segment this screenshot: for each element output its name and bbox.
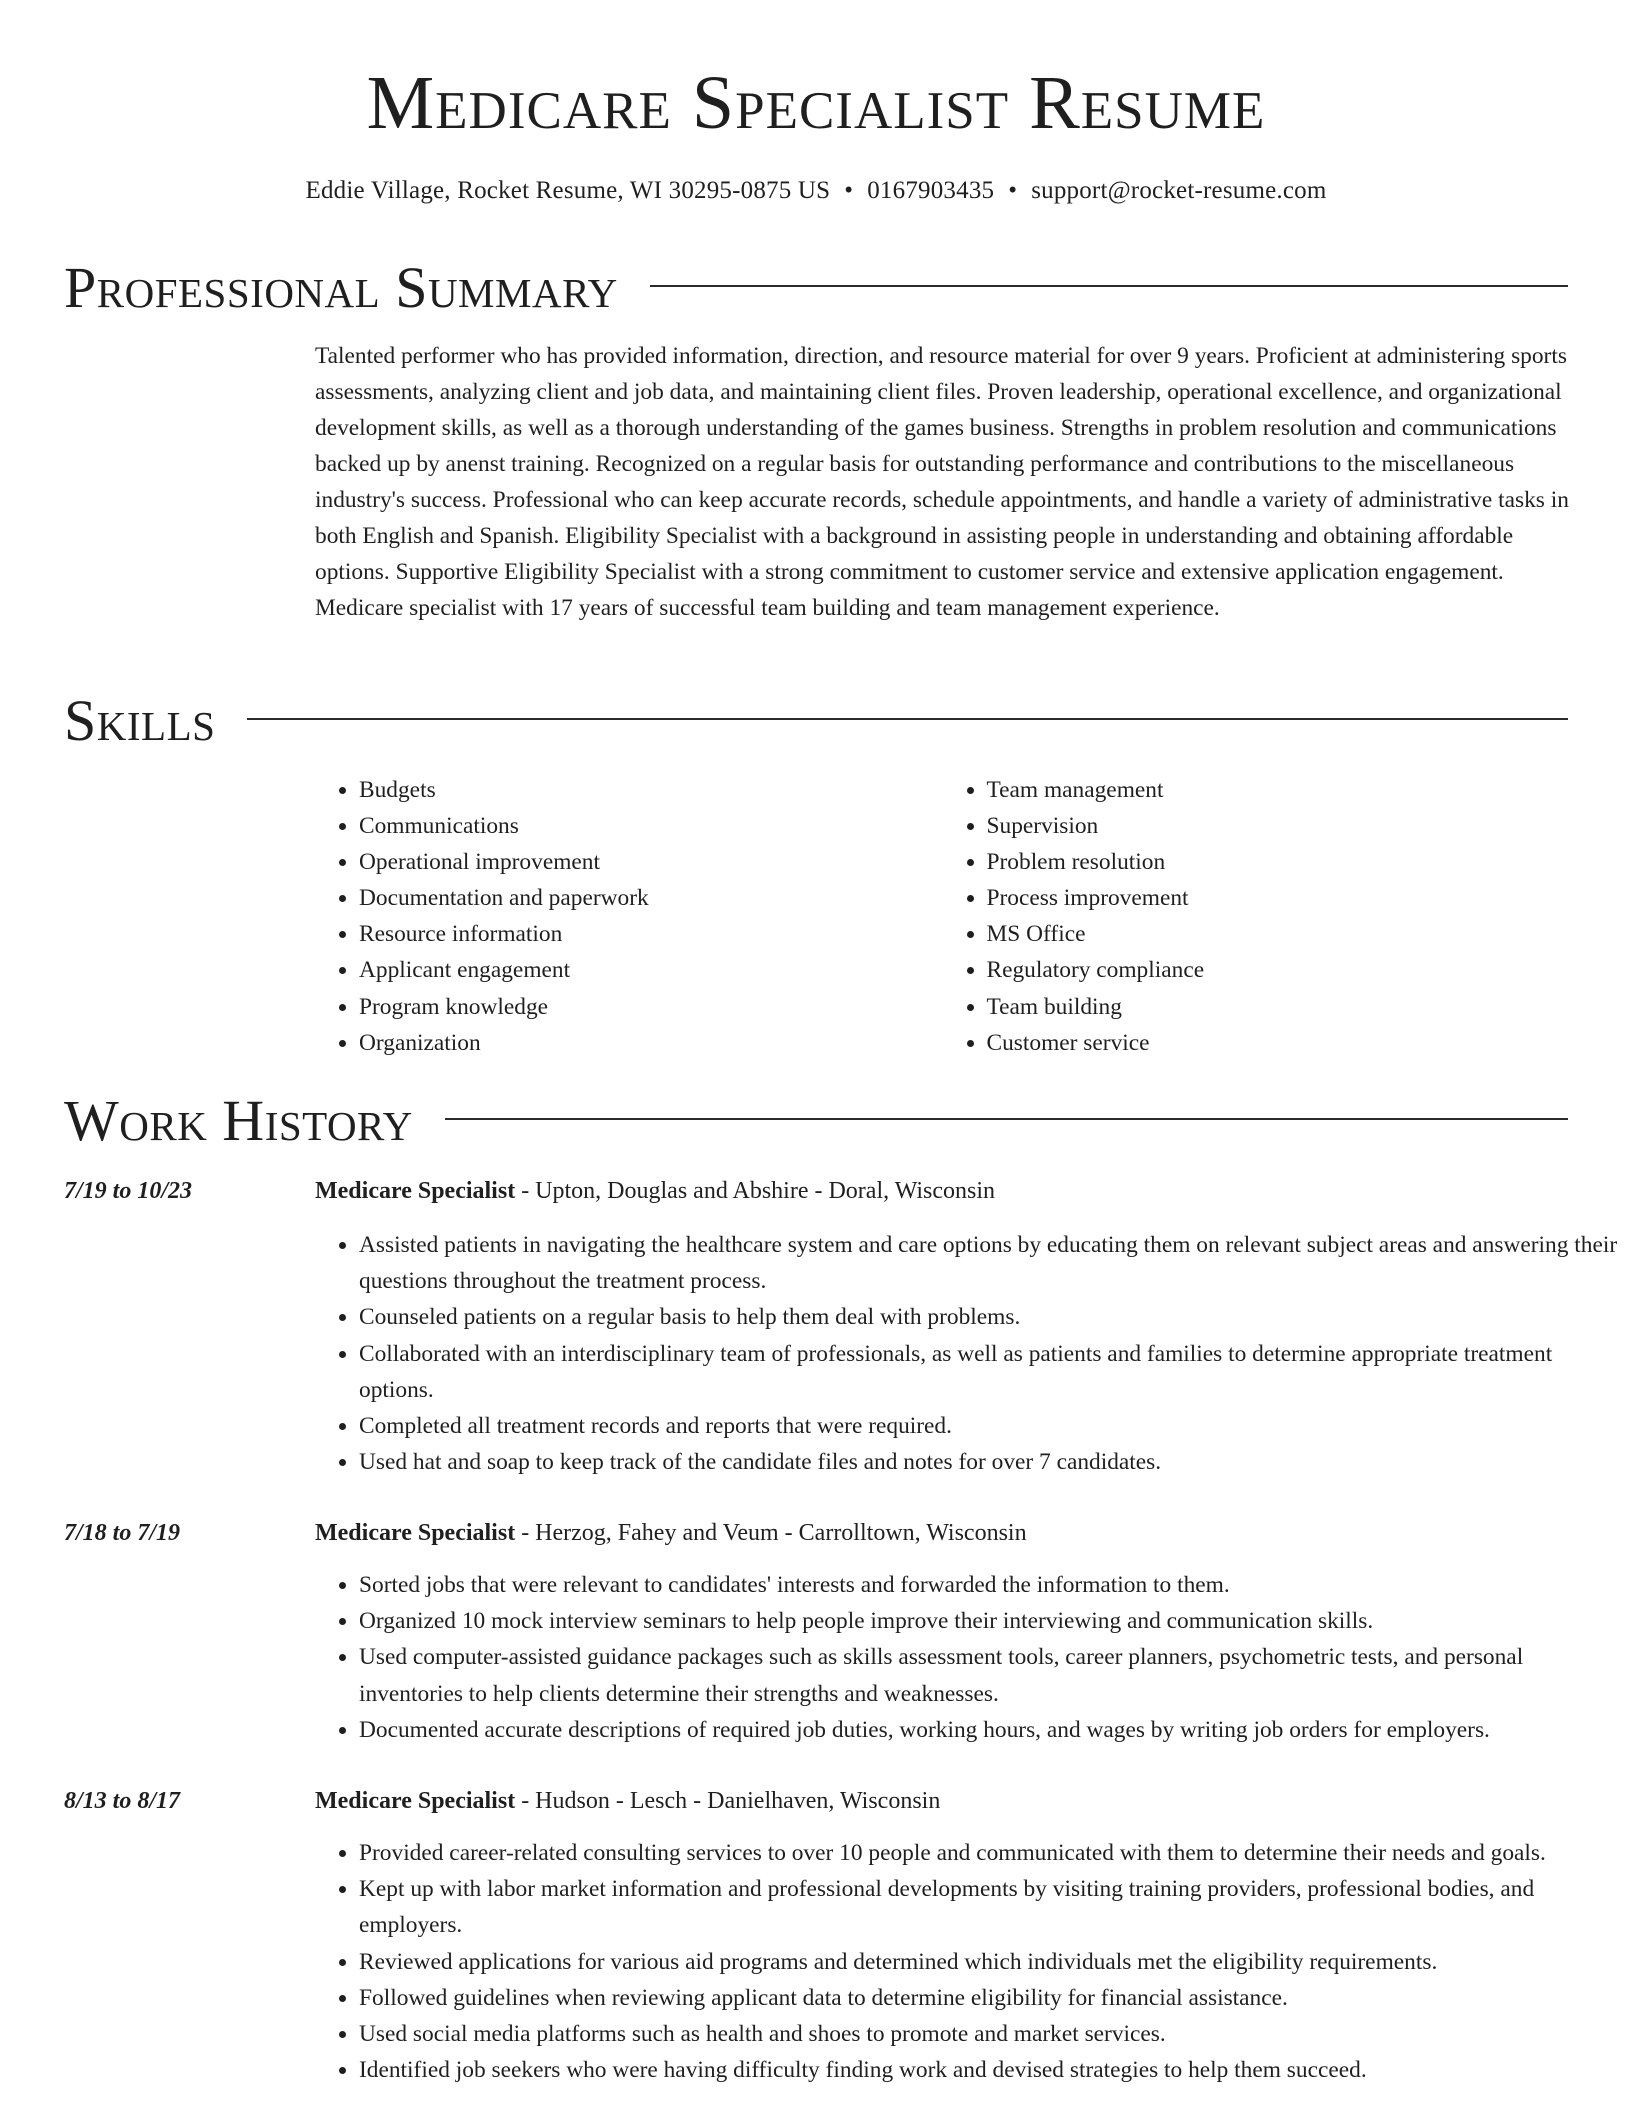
summary-text: Talented performer who has provided information, direction, and resource material for over 9 years. Proficient at administering sports assessments, analyzing client and job data, and maintaining client files. Proven leadership, operational excellence, and organizational development skills, as well as a thorough understanding of the games business. Strengths in problem resolution and communications backed up by anenst training. Recognized on a regular basis for outstanding performance and contributions to the miscellaneous industry's success. Professional who can keep accurate records, schedule appointments, and handle a variety of administrative tasks in both English and Spanish. Eligibility Specialist with a background in assisting people in understanding and obtaining affordable options. Supportive Eligibility Specialist with a strong commitment to customer service and extensive application engagement. Medicare specialist with 17 years of successful team building and team management experience. xyxy=(315,343,1569,621)
skill-item: • Resource information xyxy=(359,916,943,952)
skill-item: • Applicant engagement xyxy=(359,952,943,988)
skills-column-left xyxy=(315,772,943,1061)
skill-item: • Organization xyxy=(359,1025,943,1061)
job-heading xyxy=(315,1783,940,1819)
section-header-work xyxy=(64,1086,1568,1156)
contact-separator: • xyxy=(844,177,854,204)
job-duty: • Reviewed applications for various aid programs and determined which individuals met the eligibility requirements. xyxy=(359,1944,1621,1980)
resume-title: Medicare Specialist Resume xyxy=(366,61,1266,145)
job-duty: • Counseled patients on a regular basis to help them deal with problems. xyxy=(359,1299,1621,1335)
skill-item: • Supervision xyxy=(987,808,1571,844)
address: Eddie Village, Rocket Resume, WI 30295-0875 US xyxy=(305,177,831,204)
job-duty: • Provided career-related consulting services to over 10 people and communicated with them to determine their needs and goals. xyxy=(359,1835,1621,1871)
section-header-summary xyxy=(64,253,1568,323)
email: support@rocket-resume.com xyxy=(1031,177,1327,204)
skill-item: • Problem resolution xyxy=(987,844,1571,880)
job-duties xyxy=(315,1227,1621,1480)
job-dates: 7/18 to 7/19 xyxy=(64,1520,181,1546)
job-heading xyxy=(315,1515,1027,1551)
job-heading xyxy=(315,1173,995,1209)
job-duty: • Sorted jobs that were relevant to candidates' interests and forwarded the information to them. xyxy=(359,1567,1621,1603)
section-title-summary: Professional Summary xyxy=(64,255,618,320)
section-divider xyxy=(650,285,1568,287)
skill-item: • Process improvement xyxy=(987,880,1571,916)
skill-item: • Team management xyxy=(987,772,1571,808)
contact-line xyxy=(0,174,1632,208)
skill-item: • Budgets xyxy=(359,772,943,808)
job-dates: 7/19 to 10/23 xyxy=(64,1178,193,1204)
job-duty: • Kept up with labor market information and professional developments by visiting training providers, professional bodies, and employers. xyxy=(359,1871,1621,1943)
skill-item: • Operational improvement xyxy=(359,844,943,880)
contact-separator: • xyxy=(1008,177,1018,204)
job-title: Medicare Specialist xyxy=(315,1520,516,1546)
job-duty: • Assisted patients in navigating the healthcare system and care options by educating them on relevant subject areas and answering their questions throughout the treatment process. xyxy=(359,1227,1621,1299)
skills-column-right xyxy=(943,772,1571,1061)
job-duty: • Organized 10 mock interview seminars to help people improve their interviewing and communication skills. xyxy=(359,1603,1621,1639)
section-header-skills xyxy=(64,686,1568,756)
job-duty: • Completed all treatment records and reports that were required. xyxy=(359,1408,1621,1444)
skill-item: • Regulatory compliance xyxy=(987,952,1571,988)
skill-item: • Documentation and paperwork xyxy=(359,880,943,916)
skill-item: • Customer service xyxy=(987,1025,1571,1061)
section-title-skills: Skills xyxy=(64,688,216,753)
job-duty: • Documented accurate descriptions of required job duties, working hours, and wages by writing job orders for employers. xyxy=(359,1712,1621,1748)
job-duty: • Used hat and soap to keep track of the candidate files and notes for over 7 candidates. xyxy=(359,1444,1621,1480)
job-duty: • Identified job seekers who were having difficulty finding work and devised strategies to help them succeed. xyxy=(359,2052,1621,2088)
job-duty: • Collaborated with an interdisciplinary team of professionals, as well as patients and families to determine appropriate treatment options. xyxy=(359,1336,1621,1408)
job-duty: • Followed guidelines when reviewing applicant data to determine eligibility for financial assistance. xyxy=(359,1980,1621,2016)
job-employer: - Hudson - Lesch - Danielhaven, Wisconsin xyxy=(515,1788,941,1814)
job-title: Medicare Specialist xyxy=(315,1178,516,1204)
skill-item: • Team building xyxy=(987,989,1571,1025)
skill-item: • Communications xyxy=(359,808,943,844)
job-duty: • Used social media platforms such as health and shoes to promote and market services. xyxy=(359,2016,1621,2052)
section-divider xyxy=(445,1118,1568,1120)
job-title: Medicare Specialist xyxy=(315,1788,516,1814)
job-duty: • Used computer-assisted guidance packages such as skills assessment tools, career planners, psychometric tests, and personal inventories to help clients determine their strengths and weaknesses. xyxy=(359,1639,1621,1711)
job-dates: 8/13 to 8/17 xyxy=(64,1788,181,1814)
phone: 0167903435 xyxy=(867,177,995,204)
job-employer: - Herzog, Fahey and Veum - Carrolltown, Wisconsin xyxy=(515,1520,1027,1546)
job-employer: - Upton, Douglas and Abshire - Doral, Wisconsin xyxy=(515,1178,996,1204)
skill-item: • MS Office xyxy=(987,916,1571,952)
skills-list xyxy=(315,772,1570,1061)
section-title-work: Work History xyxy=(64,1088,413,1153)
job-duties xyxy=(315,1835,1621,2088)
section-divider xyxy=(247,718,1568,720)
skill-item: • Program knowledge xyxy=(359,989,943,1025)
job-duties xyxy=(315,1567,1621,1748)
